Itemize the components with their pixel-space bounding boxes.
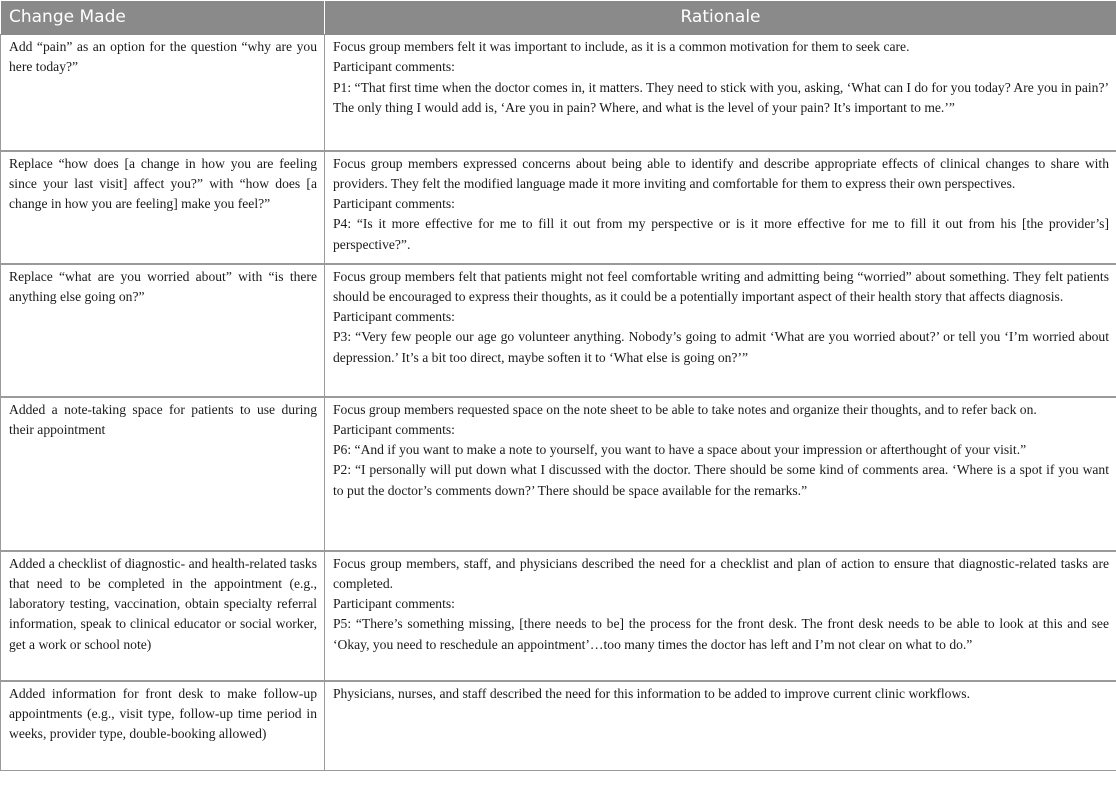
- rationale-line: Participant comments:: [333, 596, 455, 612]
- rationale-cell: [325, 551, 1116, 681]
- table-row: [1, 681, 1116, 771]
- rationale-cell: [325, 35, 1116, 151]
- rationale-line: P3: “Very few people our age go volunteer anything. Nobody’s going to admit ‘What are you worried about?’ or tell you ‘I’m worried about depression.’ It’s a bit too direct, maybe soften it to ‘What else is going on?’”: [333, 329, 1109, 365]
- table-row: [1, 151, 1116, 264]
- rationale-line: Focus group members requested space on the note sheet to be able to take notes and organize their thoughts, and to refer back on.: [333, 401, 1037, 417]
- rationale-cell: [325, 264, 1116, 397]
- rationale-cell: [325, 397, 1116, 551]
- table-row: [1, 551, 1116, 681]
- rationale-line: Physicians, nurses, and staff described the need for this information to be added to improve current clinic workflows.: [333, 685, 970, 701]
- table-row: [1, 264, 1116, 397]
- change-cell: Replace “how does [a change in how you are feeling since your last visit] affect you?” with “how does [a change in how you are feeling] make you feel?”: [1, 151, 325, 264]
- rationale-line: P5: “There’s something missing, [there needs to be] the process for the front desk. The front desk needs to be able to look at this and see ‘Okay, you need to reschedule an appointment’…too many times the doctor has left and I’m not clear on what to do.”: [333, 616, 1109, 652]
- rationale-line: Focus group members, staff, and physicians described the need for a checklist and plan of action to ensure that diagnostic-related tasks are completed.: [333, 555, 1109, 591]
- rationale-line: Focus group members felt that patients might not feel comfortable writing and admitting being “worried” about something. They felt patients should be encouraged to express their thoughts, as it could be a potentially important aspect of their health story that affects diagnosis.: [333, 268, 1109, 304]
- change-cell: Added a note-taking space for patients to use during their appointment: [1, 397, 325, 551]
- rationale-line: P1: “That first time when the doctor comes in, it matters. They need to stick with you, asking, ‘What can I do for you today? Are you in pain?’ The only thing I would add is, ‘Are you in pain? Where, and what is the level of your pain? It’s important to me.’”: [333, 79, 1109, 115]
- rationale-cell: [325, 681, 1116, 771]
- rationale-line: Focus group members expressed concerns about being able to identify and describe appropriate effects of clinical changes to share with providers. They felt the modified language made it more inviting and comfortable for them to express their own perspectives.: [333, 155, 1109, 191]
- change-cell: Replace “what are you worried about” with “is there anything else going on?”: [1, 264, 325, 397]
- rationale-line: P6: “And if you want to make a note to yourself, you want to have a space about your impression or afterthought of your visit.”: [333, 442, 1027, 458]
- rationale-line: Participant comments:: [333, 309, 455, 325]
- header-row: [1, 1, 1116, 35]
- header-change-made: Change Made: [1, 1, 325, 35]
- table-row: [1, 35, 1116, 151]
- change-cell: Added a checklist of diagnostic- and health-related tasks that need to be completed in the appointment (e.g., laboratory testing, vaccination, obtain specialty referral information, speak to clinical educator or social worker, get a work or school note): [1, 551, 325, 681]
- table-row: [1, 397, 1116, 551]
- rationale-line: P4: “Is it more effective for me to fill it out from my perspective or is it more effective for me to fill it out from his [the provider’s] perspective?”.: [333, 216, 1109, 252]
- rationale-line: Participant comments:: [333, 59, 455, 75]
- rationale-cell: [325, 151, 1116, 264]
- change-cell: Add “pain” as an option for the question “why are you here today?”: [1, 35, 325, 151]
- rationale-line: P2: “I personally will put down what I discussed with the doctor. There should be some kind of comments area. ‘Where is a spot if you want to put the doctor’s comments down?’ There should be space available for the remarks.”: [333, 462, 1109, 498]
- rationale-line: Focus group members felt it was important to include, as it is a common motivation for them to seek care.: [333, 39, 910, 54]
- rationale-line: Participant comments:: [333, 421, 455, 437]
- change-cell: Added information for front desk to make follow-up appointments (e.g., visit type, follow-up time period in weeks, provider type, double-booking allowed): [1, 681, 325, 771]
- header-rationale: Rationale: [325, 1, 1116, 35]
- rationale-line: Participant comments:: [333, 196, 455, 212]
